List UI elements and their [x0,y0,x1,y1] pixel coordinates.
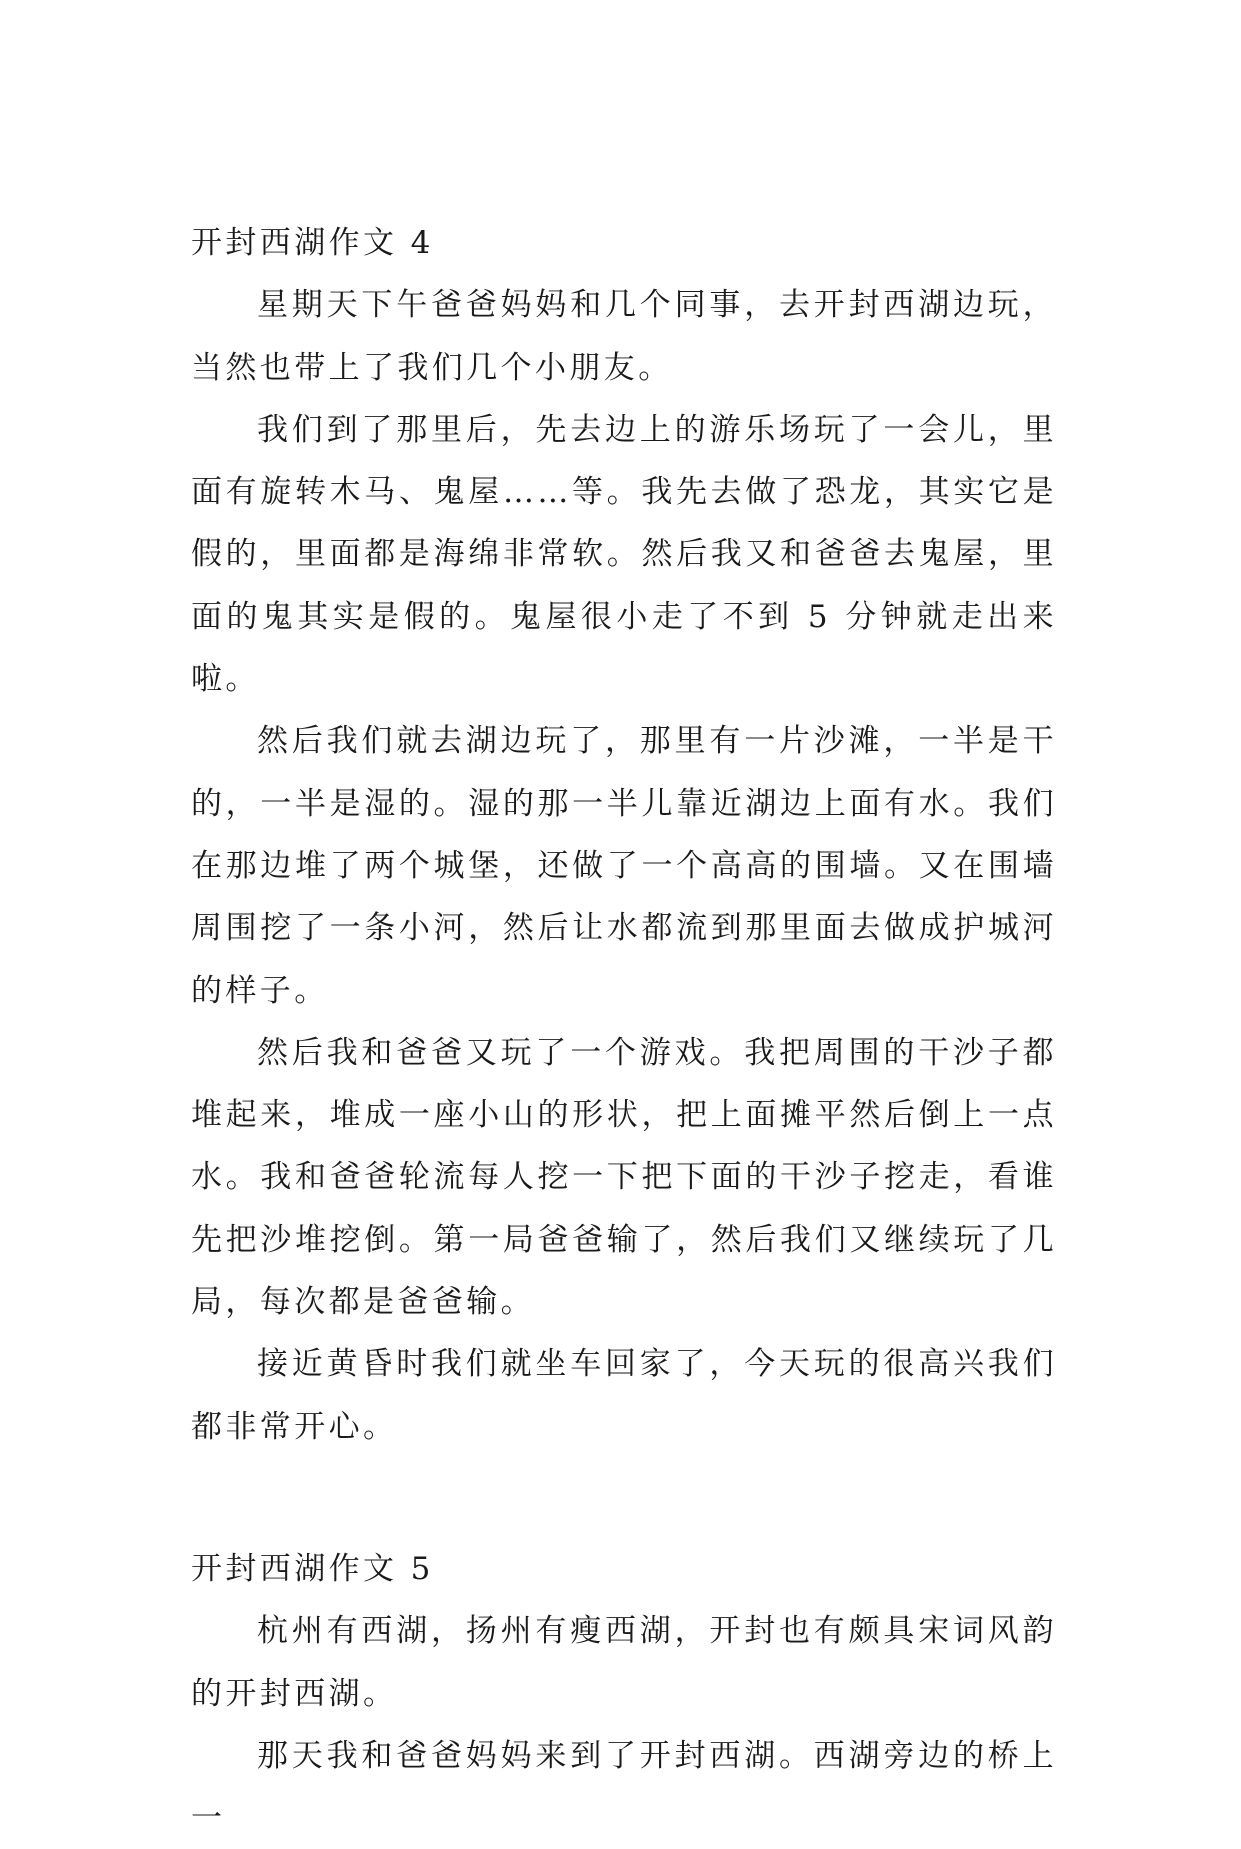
paragraph: 那天我和爸爸妈妈来到了开封西湖。西湖旁边的桥上一 [191,1737,1057,1837]
paragraph: 星期天下午爸爸妈妈和几个同事，去开封西湖边玩，当然也带上了我们几个小朋友。 [191,287,1057,386]
document-body [191,212,1057,1849]
section-title: 开封西湖作文 5 [191,1550,434,1587]
section-title: 开封西湖作文 4 [191,225,434,261]
essay-section-4 [191,212,1057,1458]
section-spacer [191,1458,1057,1538]
essay-section-5 [191,1538,1057,1849]
paragraph: 接近黄昏时我们就坐车回家了，今天玩的很高兴我们都非常开心。 [191,1346,1057,1445]
paragraph: 杭州有西湖，扬州有瘦西湖，开封也有颇具宋词风韵的开封西湖。 [191,1613,1057,1712]
paragraph: 然后我和爸爸又玩了一个游戏。我把周围的干沙子都堆起来，堆成一座小山的形状，把上面摊平然后倒上一点水。我和爸爸轮流每人挖一下把下面的干沙子挖走，看谁先把沙堆挖倒。第一局爸爸输了，然后我们又继续玩了几局，每次都是爸爸输。 [191,1034,1057,1321]
paragraph: 我们到了那里后，先去边上的游乐场玩了一会儿，里面有旋转木马、鬼屋……等。我先去做了恐龙，其实它是假的，里面都是海绵非常软。然后我又和爸爸去鬼屋，里面的鬼其实是假的。鬼屋很小走了不到 5 分钟就走出来啦。 [191,411,1057,698]
paragraph: 然后我们就去湖边玩了，那里有一片沙滩，一半是干的，一半是湿的。湿的那一半儿靠近湖边上面有水。我们在那边堆了两个城堡，还做了一个高高的围墙。又在围墙周围挖了一条小河，然后让水都流到那里面去做成护城河的样子。 [191,723,1057,1009]
